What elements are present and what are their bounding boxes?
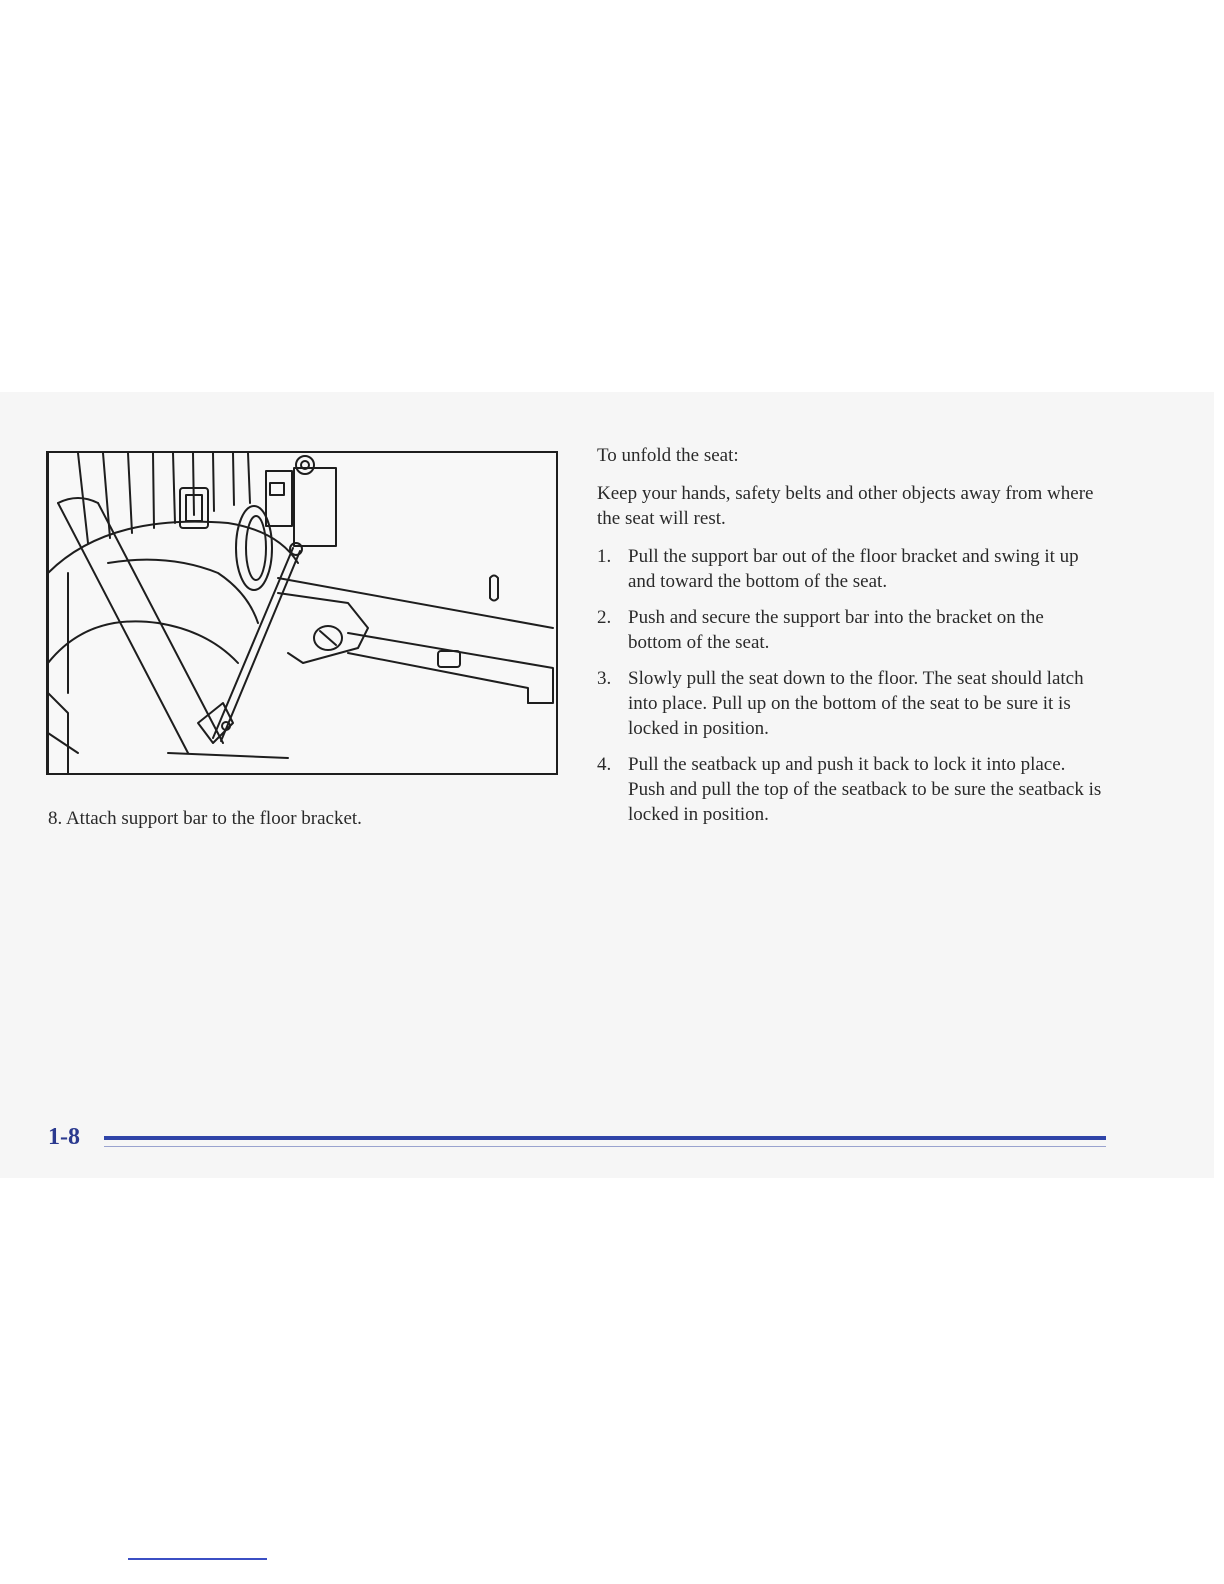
safety-warning: Keep your hands, safety belts and other objects away from where the seat will rest. [597,483,1094,529]
line-drawing [48,453,556,773]
step-item [597,605,1102,655]
seat-support-bar-illustration [46,451,558,775]
instructions-heading: To unfold the seat: [597,445,739,466]
step-number: 4. [597,754,612,775]
step-item [597,666,1102,741]
figure-caption: 8. Attach support bar to the floor bracket. [48,808,362,829]
bottom-underline [128,1558,267,1560]
step-item [597,752,1102,827]
page-number: 1-8 [48,1124,80,1150]
step-text: Slowly pull the seat down to the floor. The seat should latch into place. Pull up on the bottom of the seat to be sure it is locked in position. [628,668,1084,739]
steps-list [597,544,1102,827]
unfold-seat-instructions [597,443,1102,838]
step-item [597,544,1102,594]
step-number: 3. [597,668,612,689]
footer-rule [104,1136,1106,1140]
step-text: Push and secure the support bar into the bracket on the bottom of the seat. [628,607,1044,653]
footer-rule-thin [104,1146,1106,1147]
step-text: Pull the support bar out of the floor bracket and swing it up and toward the bottom of the seat. [628,546,1079,592]
step-number: 2. [597,607,612,628]
step-number: 1. [597,546,612,567]
step-text: Pull the seatback up and push it back to lock it into place. Push and pull the top of the seatback to be sure the seatback is locked in position. [628,754,1102,825]
